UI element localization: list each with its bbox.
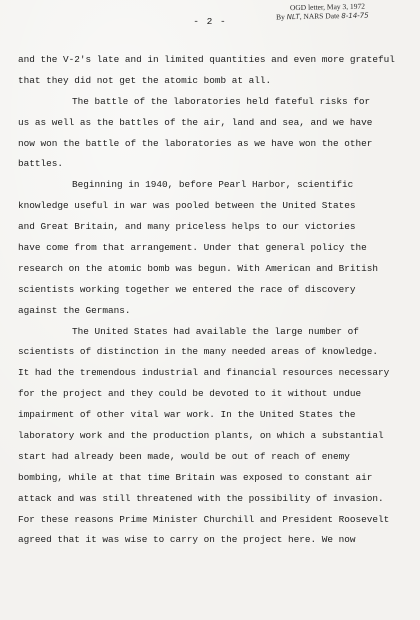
stamp-initials: NLT [286,12,300,22]
text-line: It had the tremendous industrial and financial resources necessary [18,367,390,379]
text-line: The battle of the laboratories held fateful risks for [72,95,371,107]
paragraph [18,175,414,321]
text-line: agreed that it was wise to carry on the project here. We now [18,534,356,546]
stamp-authority-line: OGD letter, May 3, 1972 [289,1,366,13]
text-line: and the V-2's late and in limited quantities and even more grateful [18,54,395,65]
text-line: scientists of distinction in the many needed areas of knowledge. [18,346,379,358]
text-line: against the Germans. [18,304,131,316]
text-line: Beginning in 1940, before Pearl Harbor, scientific [72,179,354,191]
stamp-date: 8-14-75 [341,11,369,21]
stamp-by-label: By [276,12,285,22]
text-line: us as well as the battles of the air, land and sea, and we have [18,116,373,128]
text-line: now won the battle of the laboratories as we have won the other [18,137,373,149]
text-line: The United States had available the large number of [72,325,359,337]
text-line: research on the atomic bomb was begun. With American and British [18,262,379,274]
text-line: and Great Britain, and many priceless helps to our victories [18,221,356,233]
text-line: have come from that arrangement. Under that general policy the [18,242,367,254]
text-line: scientists working together we entered the race of discovery [18,283,356,295]
text-line: start had already been made, would be out of reach of enemy [18,450,350,462]
text-line: bombing, while at that time Britain was exposed to constant air [18,471,373,483]
stamp-nars-label: , NARS Date [299,11,340,21]
text-line: For these reasons Prime Minister Churchill and President Roosevelt [18,513,390,525]
paragraph [18,322,414,552]
paragraph [18,92,414,176]
text-line: for the project and they could be devoted to it without undue [18,388,362,400]
text-line: laboratory work and the production plants, on which a substantial [18,430,384,442]
text-line: attack and was still threatened with the possibility of invasion. [18,492,384,504]
text-line: battles. [18,158,64,170]
body-text [18,50,414,551]
text-line: that they did not get the atomic bomb at all. [18,74,272,86]
paragraph [18,50,414,92]
text-line: impairment of other vital war work. In the United States the [18,409,356,421]
page-number: - 2 - [193,16,227,27]
text-line: knowledge useful in war was pooled between the United States [18,200,356,212]
